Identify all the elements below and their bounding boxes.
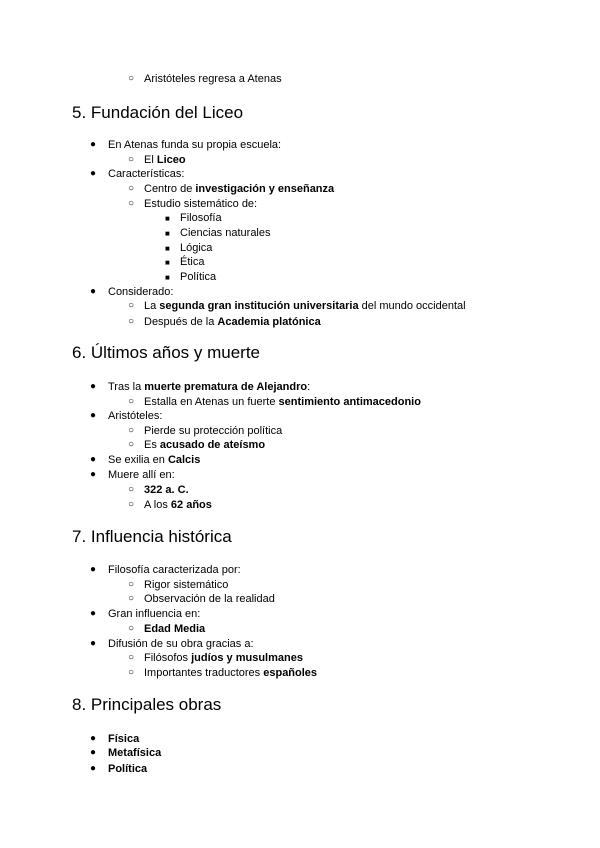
text: Filósofos <box>144 652 192 664</box>
text: En Atenas funda su propia escuela: <box>108 139 282 151</box>
bold-text: acusado de ateísmo <box>159 439 266 451</box>
text: Después de la <box>144 316 218 328</box>
list-item-level-2 <box>128 438 266 452</box>
hollow-circle-bullet-icon: ○ <box>128 73 135 84</box>
hollow-circle-bullet-icon: ○ <box>128 667 135 678</box>
text: Filosofía caracterizada por: <box>108 564 241 576</box>
hollow-circle-bullet-icon: ○ <box>128 439 135 450</box>
bold-text: Academia platónica <box>217 316 321 328</box>
list-item-level-2 <box>128 197 258 211</box>
list-item-level-1 <box>90 167 185 181</box>
list-item-level-1 <box>90 138 282 152</box>
text: Difusión de su obra gracias a: <box>108 638 254 650</box>
list-item-level-1 <box>90 607 201 621</box>
hollow-circle-bullet-icon: ○ <box>128 484 135 495</box>
filled-circle-bullet-icon: ● <box>90 168 97 179</box>
filled-circle-bullet-icon: ● <box>90 410 97 421</box>
square-bullet-icon: ■ <box>165 258 170 267</box>
section-heading: 8. Principales obras <box>72 695 222 714</box>
text: : <box>307 381 311 393</box>
square-bullet-icon: ■ <box>165 214 170 223</box>
list-item-level-1 <box>90 453 201 467</box>
text: Pierde su protección política <box>144 425 283 437</box>
list-item-level-3 <box>165 255 205 269</box>
text: Tras la <box>108 381 145 393</box>
bold-text: sentimiento antimacedonio <box>278 396 421 408</box>
hollow-circle-bullet-icon: ○ <box>128 154 135 165</box>
list-item-level-1 <box>90 468 175 482</box>
text: Considerado: <box>108 286 174 298</box>
filled-circle-bullet-icon: ● <box>90 608 97 619</box>
text: Gran influencia en: <box>108 608 201 620</box>
text: El <box>144 154 157 166</box>
section-heading: 6. Últimos años y muerte <box>72 343 261 362</box>
hollow-circle-bullet-icon: ○ <box>128 396 135 407</box>
text: Política <box>180 271 217 283</box>
list-item-level-1 <box>90 409 163 423</box>
list-item-level-2 <box>128 578 229 592</box>
bold-text: judíos y musulmanes <box>191 652 303 664</box>
text: Filosofía <box>180 212 222 224</box>
hollow-circle-bullet-icon: ○ <box>128 593 135 604</box>
list-item-level-3 <box>165 270 217 284</box>
list-item-level-2 <box>128 395 421 409</box>
list-item-level-1 <box>90 563 241 577</box>
filled-circle-bullet-icon: ● <box>90 286 97 297</box>
section-heading: 7. Influencia histórica <box>72 527 232 546</box>
text: del mundo occidental <box>358 300 466 312</box>
text: Aristóteles: <box>108 410 163 422</box>
list-item-level-3 <box>165 226 271 240</box>
filled-circle-bullet-icon: ● <box>90 454 97 465</box>
list-item-level-1 <box>90 762 148 776</box>
text: La <box>144 300 160 312</box>
text: Lógica <box>180 242 213 254</box>
hollow-circle-bullet-icon: ○ <box>128 425 135 436</box>
list-item-level-2 <box>128 483 189 497</box>
bold-text: 62 años <box>170 499 212 511</box>
list-item-level-2 <box>128 498 212 512</box>
bold-text: Edad Media <box>144 623 206 635</box>
text: Importantes traductores <box>144 667 264 679</box>
square-bullet-icon: ■ <box>165 244 170 253</box>
square-bullet-icon: ■ <box>165 229 170 238</box>
filled-circle-bullet-icon: ● <box>90 381 97 392</box>
bold-text: muerte prematura de Alejandro <box>144 381 308 393</box>
list-item-level-3 <box>165 211 222 225</box>
filled-circle-bullet-icon: ● <box>90 733 97 744</box>
filled-circle-bullet-icon: ● <box>90 139 97 150</box>
filled-circle-bullet-icon: ● <box>90 469 97 480</box>
list-item-level-2 <box>128 153 186 167</box>
list-item-level-2 <box>128 622 206 636</box>
list-item-level-3 <box>165 241 213 255</box>
bold-text: segunda gran institución universitaria <box>159 300 359 312</box>
bold-text: Calcis <box>167 454 201 466</box>
bold-text: Metafísica <box>108 747 162 759</box>
bold-text: españoles <box>263 667 318 679</box>
hollow-circle-bullet-icon: ○ <box>128 499 135 510</box>
hollow-circle-bullet-icon: ○ <box>128 316 135 327</box>
filled-circle-bullet-icon: ● <box>90 747 97 758</box>
hollow-circle-bullet-icon: ○ <box>128 300 135 311</box>
text: Aristóteles regresa a Atenas <box>144 73 282 85</box>
text: Es <box>144 439 160 451</box>
text: A los <box>144 499 171 511</box>
hollow-circle-bullet-icon: ○ <box>128 183 135 194</box>
hollow-circle-bullet-icon: ○ <box>128 198 135 209</box>
list-item-level-1 <box>90 285 174 299</box>
hollow-circle-bullet-icon: ○ <box>128 652 135 663</box>
list-item-level-2 <box>128 315 321 329</box>
text: Centro de <box>144 183 196 195</box>
filled-circle-bullet-icon: ● <box>90 638 97 649</box>
list-item-level-2 <box>128 182 335 196</box>
list-item-level-1 <box>90 380 311 394</box>
list-item-level-2 <box>128 651 303 665</box>
text: Estalla en Atenas un fuerte <box>144 396 279 408</box>
bold-text: investigación y enseñanza <box>195 183 335 195</box>
list-item-level-2 <box>128 299 466 313</box>
list-item-level-2 <box>128 592 275 606</box>
hollow-circle-bullet-icon: ○ <box>128 579 135 590</box>
text: Se exilia en <box>108 454 168 466</box>
square-bullet-icon: ■ <box>165 273 170 282</box>
text: Características: <box>108 168 185 180</box>
list-item-level-2 <box>128 424 283 438</box>
list-item-level-1 <box>90 746 162 760</box>
bold-text: Política <box>108 763 148 775</box>
list-item-level-1 <box>90 732 140 746</box>
list-item-level-2 <box>128 72 282 86</box>
filled-circle-bullet-icon: ● <box>90 763 97 774</box>
text: Rigor sistemático <box>144 579 229 591</box>
text: Ética <box>180 256 205 268</box>
text: Ciencias naturales <box>180 227 271 239</box>
text: Muere allí en: <box>108 469 175 481</box>
bold-text: Liceo <box>156 154 186 166</box>
list-item-level-1 <box>90 637 254 651</box>
hollow-circle-bullet-icon: ○ <box>128 623 135 634</box>
section-heading: 5. Fundación del Liceo <box>72 103 244 122</box>
bold-text: Física <box>108 733 140 745</box>
bold-text: 322 a. C. <box>144 484 189 496</box>
list-item-level-2 <box>128 666 318 680</box>
text: Observación de la realidad <box>144 593 275 605</box>
text: Estudio sistemático de: <box>144 198 258 210</box>
filled-circle-bullet-icon: ● <box>90 564 97 575</box>
